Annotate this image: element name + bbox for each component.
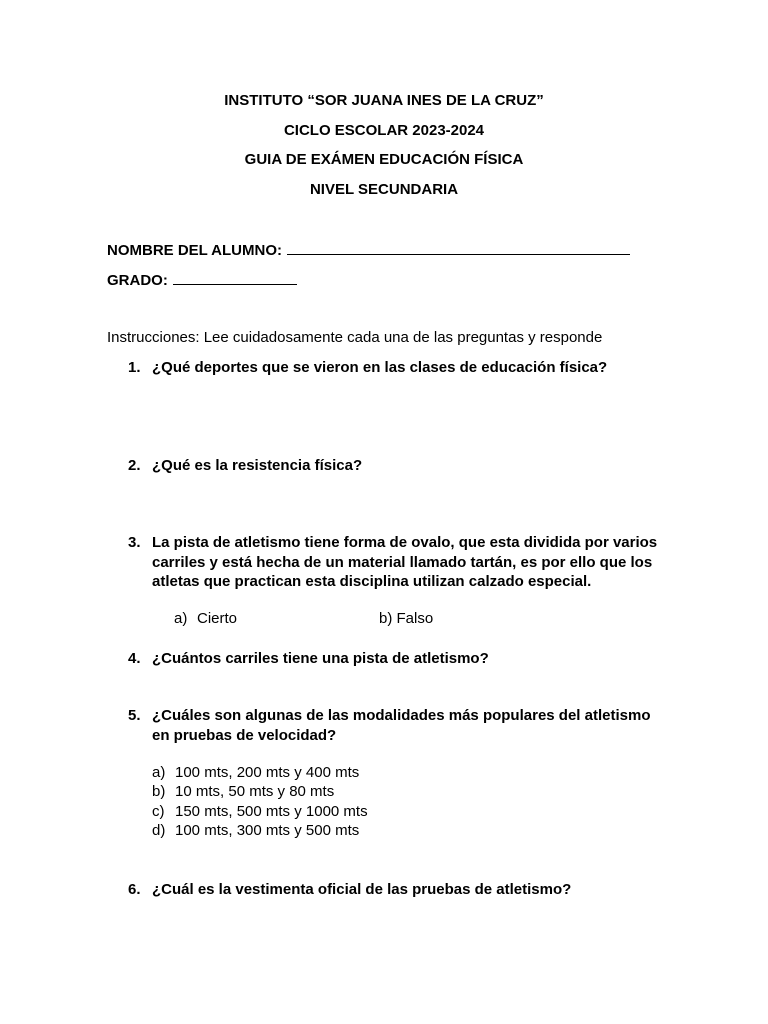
question-1-text: ¿Qué deportes que se vieron en las clases de educación física? <box>152 359 608 376</box>
question-5-text: ¿Cuáles son algunas de las modalidades más populares del atletismo en pruebas de velocidad? <box>152 707 651 744</box>
question-number: 2. <box>128 457 141 474</box>
question-number: 5. <box>128 707 141 724</box>
option-label: b) <box>379 610 393 627</box>
option-text: 10 mts, 50 mts y 80 mts <box>175 783 335 800</box>
question-6-text: ¿Cuál es la vestimenta oficial de las pruebas de atletismo? <box>152 881 572 898</box>
option-text: 100 mts, 200 mts y 400 mts <box>175 764 360 781</box>
question-number: 3. <box>128 534 141 551</box>
option-text: 150 mts, 500 mts y 1000 mts <box>175 803 368 820</box>
option-text: Cierto <box>197 610 238 627</box>
option-label: a) <box>152 764 166 781</box>
question-number: 1. <box>128 359 141 376</box>
instructions: Instrucciones: Lee cuidadosamente cada una de las preguntas y responde <box>107 329 603 346</box>
institute-title: INSTITUTO “SOR JUANA INES DE LA CRUZ” <box>224 92 544 109</box>
level-title: NIVEL SECUNDARIA <box>309 181 459 198</box>
question-3-option-a[interactable] <box>174 609 237 629</box>
grade-label: GRADO: <box>107 272 168 289</box>
student-name-label: NOMBRE DEL ALUMNO: <box>107 242 282 259</box>
question-3-text: La pista de atletismo tiene forma de ovalo, que esta dividida por varios carriles y está hecha de un material llamado tartán, es por ello que los atletas que practican esta disciplina utilizan calzado especial. <box>152 534 658 590</box>
option-text: Falso <box>396 610 434 627</box>
school-cycle: CICLO ESCOLAR 2023-2024 <box>283 122 485 139</box>
option-label: d) <box>152 822 166 839</box>
question-5-option-b[interactable] <box>152 782 334 802</box>
question-number: 6. <box>128 881 141 898</box>
grade-row <box>107 270 297 290</box>
grade-blank[interactable] <box>173 270 297 285</box>
option-label: b) <box>152 783 166 800</box>
student-name-row <box>107 240 630 260</box>
question-5-option-c[interactable] <box>152 802 368 822</box>
question-4-text: ¿Cuántos carriles tiene una pista de atletismo? <box>152 650 489 667</box>
question-5-option-d[interactable] <box>152 821 359 841</box>
option-label: a) <box>174 610 188 627</box>
question-3-option-b[interactable] <box>379 609 433 629</box>
question-5-option-a[interactable] <box>152 763 359 783</box>
question-number: 4. <box>128 650 141 667</box>
student-name-blank[interactable] <box>287 240 630 255</box>
guide-title: GUIA DE EXÁMEN EDUCACIÓN FÍSICA <box>244 151 524 168</box>
question-2-text: ¿Qué es la resistencia física? <box>152 457 363 474</box>
option-text: 100 mts, 300 mts y 500 mts <box>175 822 360 839</box>
option-label: c) <box>152 803 165 820</box>
